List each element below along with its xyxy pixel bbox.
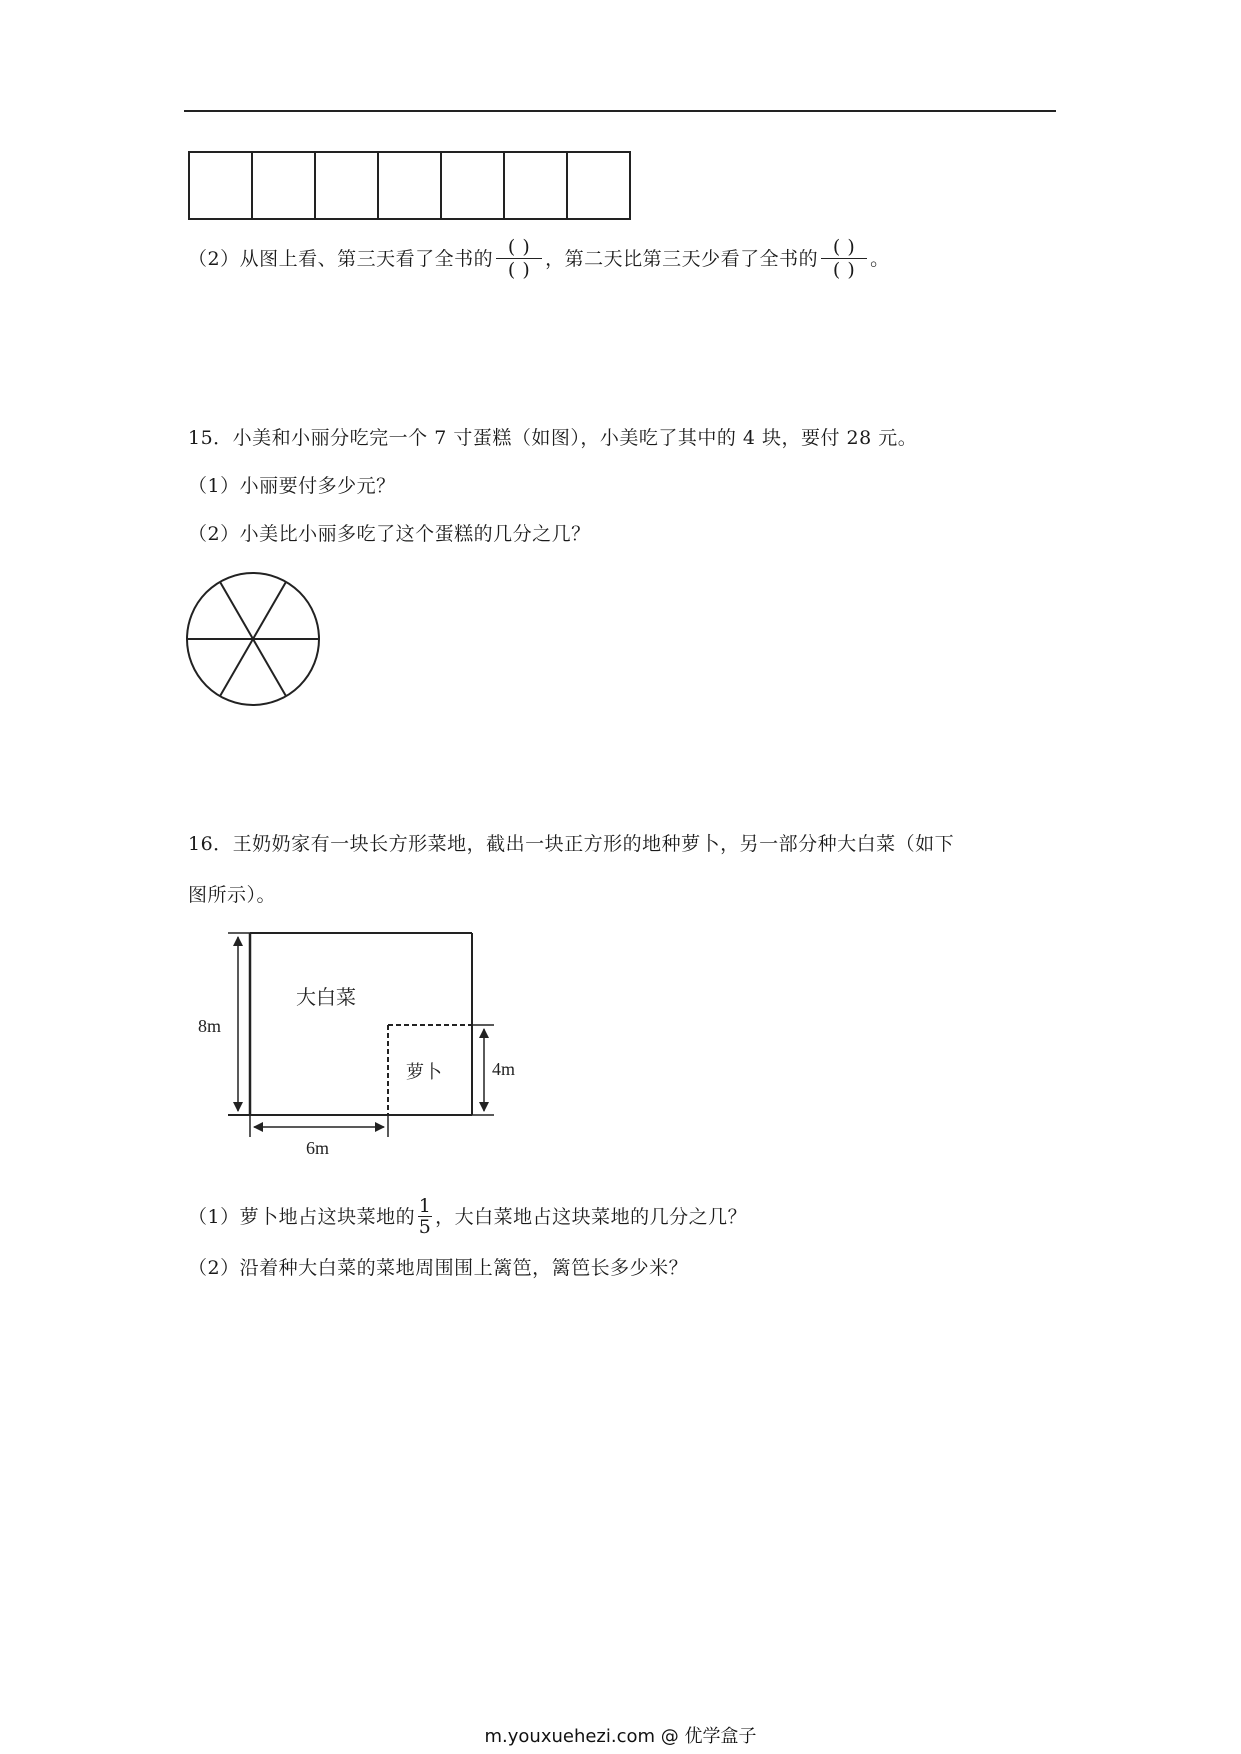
fraction-one-fifth <box>418 1196 432 1237</box>
footer-watermark: m.youxuehezi.com @ 优学盒子 <box>484 1726 757 1747</box>
fraction-denominator-blank: ( ) <box>507 259 531 281</box>
q14-part2 <box>188 236 890 281</box>
q14-answer-fraction-2[interactable] <box>821 236 867 281</box>
q14-part2-prefix: （2）从图上看、第三天看了全书的 <box>188 247 494 270</box>
q14-part2-suffix: 。 <box>870 247 890 270</box>
cake-diagram <box>180 565 330 715</box>
grid-cell <box>190 153 253 218</box>
grid-cell <box>568 153 629 218</box>
grid-cell <box>442 153 505 218</box>
q16-part2: （2）沿着种大白菜的菜地周围围上篱笆，篱笆长多少米？ <box>188 1257 689 1279</box>
label-radish: 萝卜 <box>406 1062 442 1082</box>
grid-cell <box>505 153 568 218</box>
header-rule <box>184 110 1056 112</box>
q16-part1 <box>188 1196 747 1237</box>
label-height: 8m <box>198 1016 222 1036</box>
label-width: 6m <box>306 1138 330 1158</box>
fraction-denominator: 5 <box>418 1216 432 1238</box>
q14-answer-fraction-1[interactable] <box>496 236 542 281</box>
label-square-side: 4m <box>492 1059 516 1079</box>
fraction-denominator-blank: ( ) <box>832 259 856 281</box>
fraction-numerator: 1 <box>418 1195 432 1217</box>
grid-cell <box>253 153 316 218</box>
reading-progress-grid <box>188 151 631 220</box>
q16-part1-prefix: （1）萝卜地占这块菜地的 <box>188 1205 416 1228</box>
fraction-numerator-blank: ( ) <box>832 236 856 258</box>
q16-stem-line1: 16．王奶奶家有一块长方形菜地，截出一块正方形的地种萝卜，另一部分种大白菜（如下 <box>188 833 955 855</box>
q16-stem-line2: 图所示）。 <box>188 884 277 906</box>
q15-stem: 15．小美和小丽分吃完一个 7 寸蛋糕（如图），小美吃了其中的 4 块，要付 28 元。 <box>188 427 918 449</box>
q15-part1: （1）小丽要付多少元？ <box>188 475 396 497</box>
grid-cell <box>316 153 379 218</box>
fraction-numerator-blank: ( ) <box>507 236 531 258</box>
q15-part2: （2）小美比小丽多吃了这个蛋糕的几分之几？ <box>188 523 591 545</box>
garden-diagram <box>190 925 540 1165</box>
label-cabbage: 大白菜 <box>296 987 356 1009</box>
q14-part2-middle: ，第二天比第三天少看了全书的 <box>545 247 819 270</box>
grid-cell <box>379 153 442 218</box>
q16-part1-suffix: ，大白菜地占这块菜地的几分之几？ <box>435 1205 748 1228</box>
